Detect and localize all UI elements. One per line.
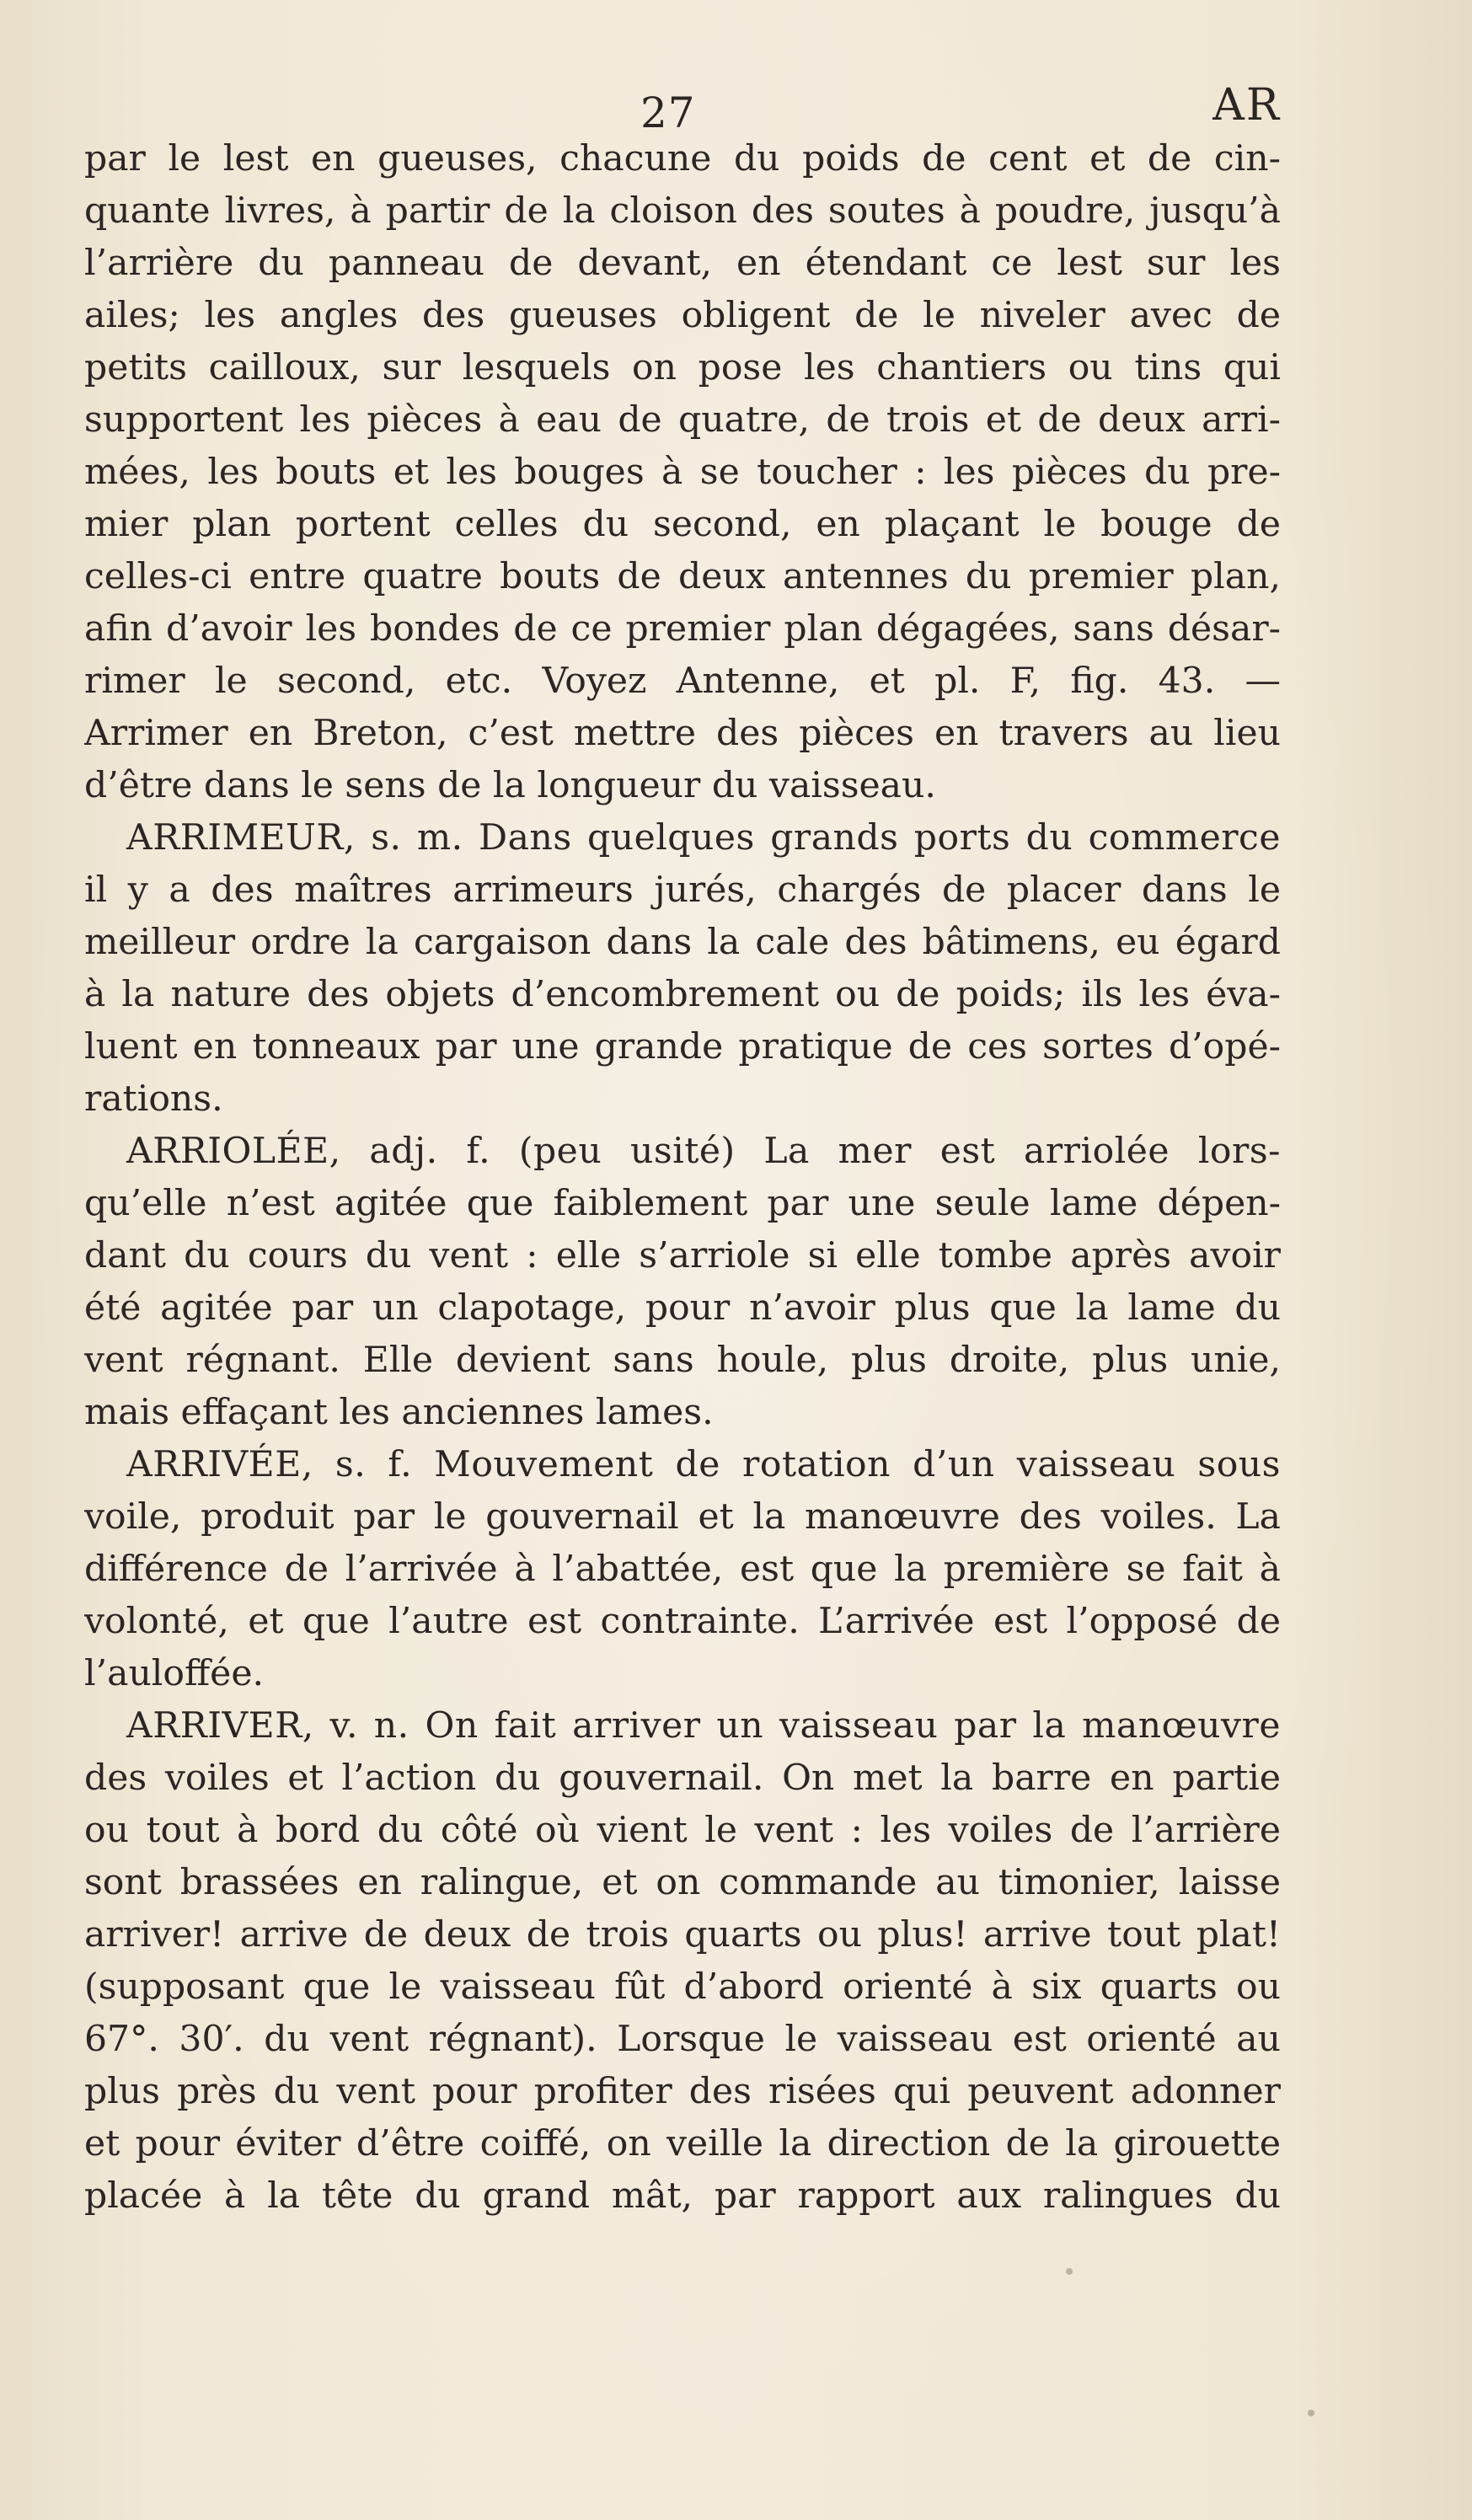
text-line: vent régnant. Elle devient sans houle, plus droite, plus unie,: [84, 1340, 1281, 1381]
paper-speck: [1066, 2268, 1073, 2275]
entry-heading-line: ARRIVER, v. n. On fait arriver un vaisseau par la manœuvre: [126, 1705, 1281, 1747]
text-line: à la nature des objets d’encombrement ou de poids; ils les éva-: [84, 974, 1281, 1015]
text-line: luent en tonneaux par une grande pratique de ces sortes d’opé-: [84, 1026, 1281, 1067]
text-line: (supposant que le vaisseau fût d’abord orienté à six quarts ou: [84, 1966, 1281, 2008]
text-line: 67°. 30′. du vent régnant). Lorsque le vaisseau est orienté au: [84, 2019, 1281, 2060]
running-head: [84, 80, 1281, 139]
paper-speck: [1308, 2410, 1314, 2416]
text-line: volonté, et que l’autre est contrainte. L’arrivée est l’opposé de: [84, 1601, 1281, 1642]
entry-heading-line: ARRIVÉE, s. f. Mouvement de rotation d’un vaisseau sous: [126, 1444, 1281, 1485]
text-line: voile, produit par le gouvernail et la manœuvre des voiles. La: [84, 1496, 1281, 1538]
text-line: quante livres, à partir de la cloison des soutes à poudre, jusqu’à: [84, 190, 1281, 232]
text-line: celles-ci entre quatre bouts de deux antennes du premier plan,: [84, 556, 1281, 597]
text-line: placée à la tête du grand mât, par rapport aux ralingues du: [84, 2175, 1281, 2217]
text-line: supportent les pièces à eau de quatre, de trois et de deux arri-: [84, 399, 1281, 441]
text-line: petits cailloux, sur lesquels on pose les chantiers ou tins qui: [84, 347, 1281, 388]
running-head-letters: AR: [1212, 80, 1281, 131]
text-line: meilleur ordre la cargaison dans la cale des bâtimens, eu égard: [84, 922, 1281, 963]
text-line: rimer le second, etc. Voyez Antenne, et pl. F, fig. 43. —: [84, 661, 1281, 702]
text-line: qu’elle n’est agitée que faiblement par une seule lame dépen-: [84, 1183, 1281, 1224]
text-line: afin d’avoir les bondes de ce premier plan dégagées, sans désar-: [84, 608, 1281, 650]
text-line: il y a des maîtres arrimeurs jurés, chargés de placer dans le: [84, 869, 1281, 911]
text-line: rations.: [84, 1078, 223, 1120]
text-line: ailes; les angles des gueuses obligent de le niveler avec de: [84, 295, 1281, 336]
text-line: été agitée par un clapotage, pour n’avoir plus que la lame du: [84, 1287, 1281, 1329]
text-line: des voiles et l’action du gouvernail. On met la barre en partie: [84, 1758, 1281, 1799]
text-line: l’arrière du panneau de devant, en étendant ce lest sur les: [84, 243, 1281, 284]
text-line: mées, les bouts et les bouges à se toucher : les pièces du pre-: [84, 452, 1281, 493]
text-line: l’auloffée.: [84, 1653, 264, 1694]
text-line: d’être dans le sens de la longueur du vaisseau.: [84, 765, 936, 806]
text-line: sont brassées en ralingue, et on commande au timonier, laisse: [84, 1862, 1281, 1903]
text-line: et pour éviter d’être coiffé, on veille la direction de la girouette: [84, 2123, 1281, 2164]
text-line: plus près du vent pour profiter des risées qui peuvent adonner: [84, 2071, 1281, 2112]
text-body: [84, 133, 1281, 2223]
text-line: arriver! arrive de deux de trois quarts ou plus! arrive tout plat!: [84, 1914, 1281, 1956]
text-line: mier plan portent celles du second, en plaçant le bouge de: [84, 504, 1281, 545]
text-line: dant du cours du vent : elle s’arriole si elle tombe après avoir: [84, 1235, 1281, 1276]
text-line: mais effaçant les anciennes lames.: [84, 1392, 714, 1433]
entry-heading-line: ARRIMEUR, s. m. Dans quelques grands ports du commerce: [126, 817, 1281, 859]
text-line: Arrimer en Breton, c’est mettre des pièces en travers au lieu: [84, 713, 1281, 754]
text-line: différence de l’arrivée à l’abattée, est que la première se fait à: [84, 1549, 1281, 1590]
entry-heading-line: ARRIOLÉE, adj. f. (peu usité) La mer est arriolée lors-: [126, 1131, 1281, 1172]
page-number: 27: [640, 88, 696, 137]
text-line: par le lest en gueuses, chacune du poids de cent et de cin-: [84, 138, 1281, 179]
text-line: ou tout à bord du côté où vient le vent : les voiles de l’arrière: [84, 1810, 1281, 1851]
